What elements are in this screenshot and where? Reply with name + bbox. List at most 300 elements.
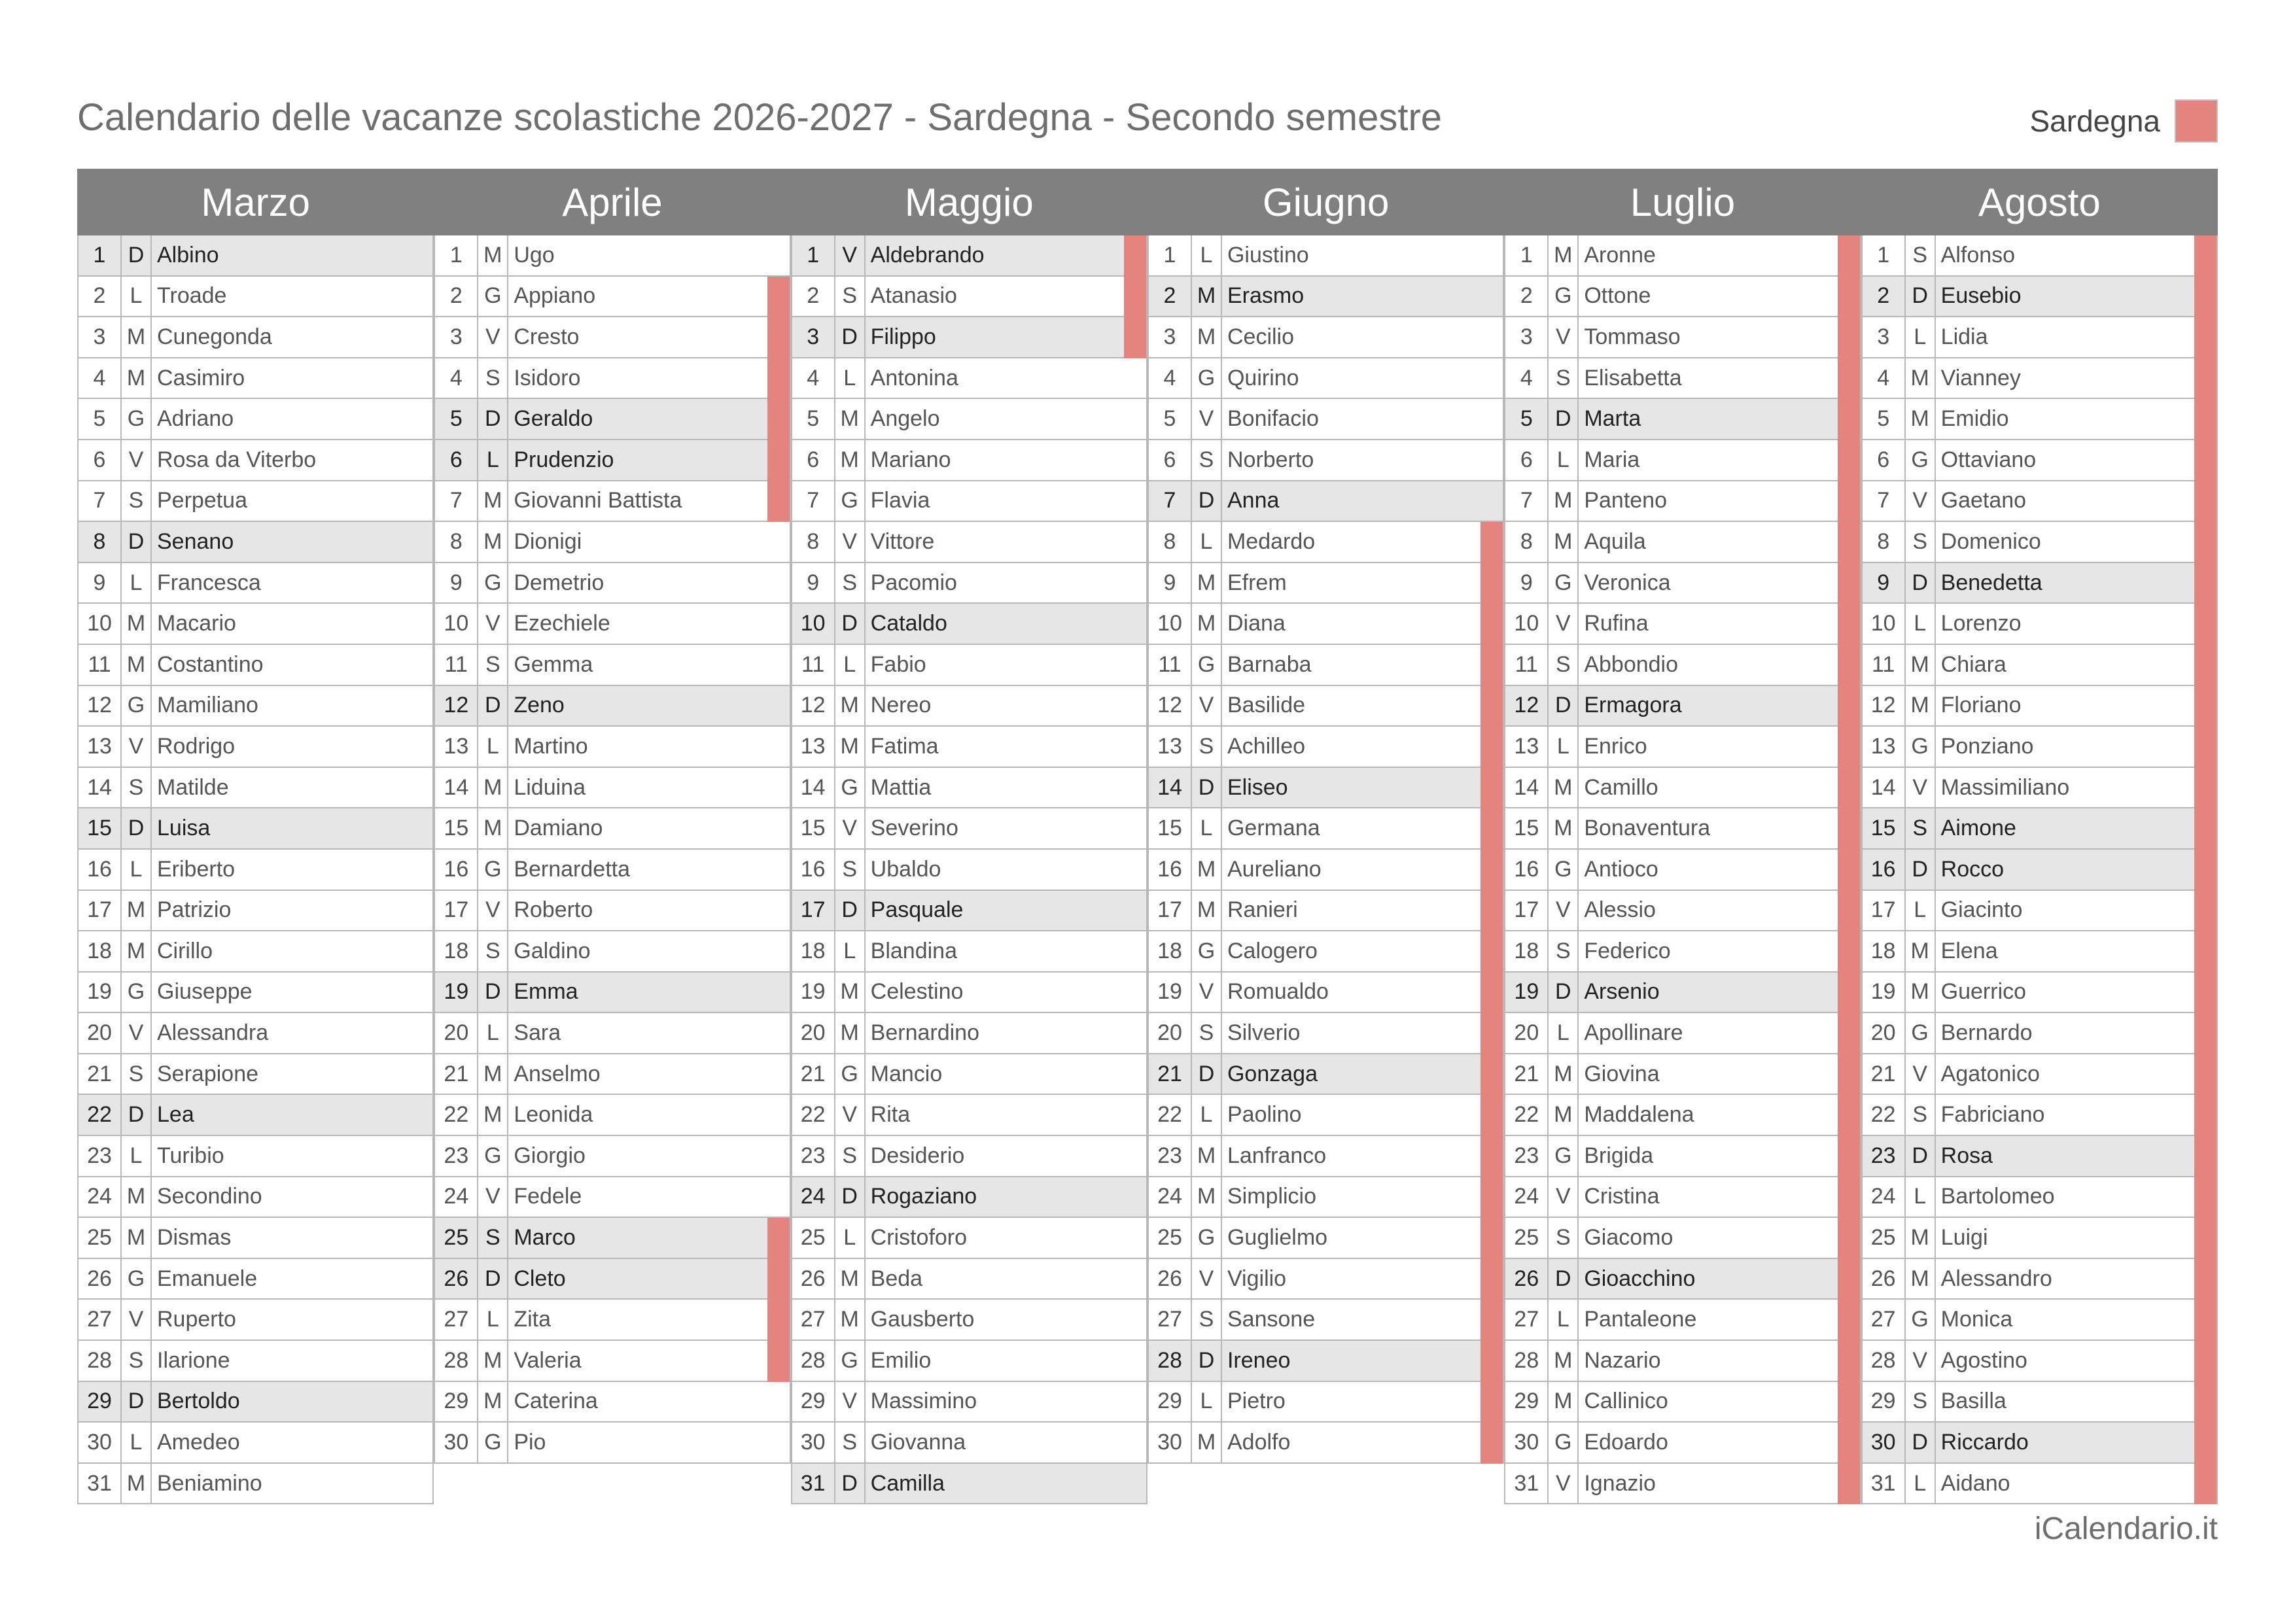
day-number: 23 [1863, 1136, 1906, 1176]
day-of-week: M [1906, 1259, 1936, 1299]
saint-name: Aimone [1940, 816, 2016, 841]
day-number: 26 [1149, 1259, 1192, 1299]
day-of-week: D [835, 1464, 866, 1504]
saint-name: Eliseo [1227, 774, 1288, 800]
day-number: 6 [435, 440, 478, 480]
month-header: Agosto [1861, 169, 2218, 235]
day-number: 17 [435, 891, 478, 931]
day-of-week: S [478, 358, 508, 398]
day-number: 14 [1505, 768, 1549, 808]
day-row [1505, 1177, 1861, 1218]
saint-name: Giovina [1584, 1061, 1660, 1086]
day-of-week: M [1549, 808, 1579, 848]
saint-name: Ilarione [157, 1347, 230, 1373]
saint-name: Marta [1584, 406, 1641, 432]
day-row [792, 563, 1148, 604]
day-number: 11 [792, 645, 835, 685]
day-row [1149, 891, 1504, 932]
day-number: 9 [79, 563, 122, 603]
day-row [1505, 1013, 1861, 1054]
day-row [1505, 1259, 1861, 1300]
day-number: 10 [792, 604, 835, 644]
saint-name: Silverio [1227, 1020, 1301, 1046]
saint-name: Matilde [157, 774, 229, 800]
saint-name: Emanuele [157, 1266, 258, 1291]
day-number: 22 [792, 1095, 835, 1135]
day-number: 24 [1863, 1177, 1906, 1217]
day-number: 25 [1505, 1218, 1549, 1258]
day-row [792, 399, 1148, 440]
day-number: 27 [1505, 1300, 1549, 1339]
day-number: 6 [79, 440, 122, 480]
day-row [435, 891, 790, 932]
day-row [792, 768, 1148, 809]
saint-name: Damiano [514, 816, 603, 841]
saint-name: Prudenzio [514, 447, 614, 472]
day-number: 4 [1863, 358, 1906, 398]
day-number: 6 [792, 440, 835, 480]
day-number: 20 [435, 1013, 478, 1053]
day-of-week: G [122, 1259, 152, 1299]
saint-name: Luigi [1940, 1225, 1988, 1251]
day-of-week: V [122, 440, 152, 480]
day-number: 11 [1863, 645, 1906, 685]
day-row [79, 931, 434, 973]
saint-name: Cirillo [157, 938, 213, 963]
saint-name: Aidano [1940, 1470, 2010, 1496]
day-row [792, 440, 1148, 481]
month-marzo [77, 169, 434, 1504]
day-of-week: V [1192, 973, 1222, 1012]
day-number: 19 [1505, 973, 1549, 1012]
day-row [1149, 1382, 1504, 1423]
day-number: 31 [792, 1464, 835, 1504]
day-number: 19 [435, 973, 478, 1012]
day-of-week: G [1549, 1136, 1579, 1176]
day-row [79, 1464, 434, 1505]
day-row [79, 686, 434, 727]
saint-name: Basilla [1940, 1389, 2006, 1414]
saint-name: Rita [870, 1102, 911, 1128]
saint-name: Senano [157, 528, 234, 554]
day-of-week: M [1192, 850, 1222, 890]
day-number: 2 [79, 277, 122, 317]
day-row [79, 317, 434, 358]
day-of-week: D [1549, 1259, 1579, 1299]
day-number: 6 [1149, 440, 1192, 480]
day-number: 22 [1149, 1095, 1192, 1135]
day-number: 16 [1505, 850, 1549, 890]
day-number: 17 [792, 891, 835, 931]
day-row [1149, 727, 1504, 768]
day-number: 5 [1863, 399, 1906, 439]
month-header: Aprile [434, 169, 790, 235]
day-of-week: L [835, 358, 866, 398]
day-row [1149, 1177, 1504, 1218]
day-number: 27 [792, 1300, 835, 1339]
day-row [792, 1382, 1148, 1423]
day-row [79, 277, 434, 318]
day-of-week: G [1906, 1300, 1936, 1339]
day-number: 29 [792, 1382, 835, 1422]
day-number: 12 [1505, 686, 1549, 726]
day-of-week: V [1549, 1464, 1579, 1504]
day-row [79, 973, 434, 1014]
day-of-week: M [1906, 1218, 1936, 1258]
saint-name: Maddalena [1584, 1102, 1694, 1128]
saint-name: Costantino [157, 651, 264, 677]
day-of-week: L [1192, 1095, 1222, 1135]
day-of-week: G [835, 481, 866, 521]
day-number: 9 [435, 563, 478, 603]
day-number: 29 [79, 1382, 122, 1422]
saint-name: Panteno [1584, 488, 1667, 513]
day-number: 15 [1149, 808, 1192, 848]
day-row [435, 768, 790, 809]
day-row [792, 1177, 1148, 1218]
saint-name: Ireneo [1227, 1347, 1291, 1373]
saint-name: Giustino [1227, 242, 1309, 268]
day-row [1505, 808, 1861, 850]
day-row [435, 1382, 790, 1423]
day-row [1505, 891, 1861, 932]
day-row [435, 522, 790, 563]
day-number: 13 [1505, 727, 1549, 767]
saint-name: Zeno [514, 693, 565, 718]
day-number: 8 [79, 522, 122, 562]
day-of-week: G [1906, 727, 1936, 767]
day-row [435, 1300, 790, 1341]
day-of-week: V [835, 522, 866, 562]
saint-name: Leonida [514, 1102, 593, 1128]
day-row [1149, 1013, 1504, 1054]
saint-name: Sara [514, 1020, 561, 1046]
saint-name: Elena [1940, 938, 1998, 963]
day-row [1505, 399, 1861, 440]
saint-name: Giacinto [1940, 897, 2023, 923]
day-row [1863, 1218, 2218, 1259]
day-row [1863, 1464, 2218, 1505]
day-number: 29 [1149, 1382, 1192, 1422]
day-of-week: G [478, 1423, 508, 1462]
day-row [435, 1423, 790, 1464]
day-of-week: M [1906, 973, 1936, 1012]
saint-name: Cecilio [1227, 324, 1295, 349]
day-number: 20 [792, 1013, 835, 1053]
day-of-week: M [1192, 1423, 1222, 1462]
day-number: 5 [1505, 399, 1549, 439]
day-row [79, 563, 434, 604]
day-number: 4 [79, 358, 122, 398]
day-of-week: S [478, 645, 508, 685]
saint-name: Antioco [1584, 856, 1658, 882]
day-number: 4 [792, 358, 835, 398]
month-agosto [1861, 169, 2218, 1504]
day-number: 22 [435, 1095, 478, 1135]
saint-name: Pantaleone [1584, 1307, 1697, 1332]
saint-name: Paolino [1227, 1102, 1302, 1128]
day-of-week: V [1549, 891, 1579, 931]
day-number: 5 [792, 399, 835, 439]
day-number: 21 [79, 1054, 122, 1094]
day-number: 1 [1863, 235, 1906, 275]
day-row [79, 1259, 434, 1300]
saint-name: Serapione [157, 1061, 259, 1086]
day-of-week: G [1549, 850, 1579, 890]
day-number: 10 [435, 604, 478, 644]
saint-name: Gausberto [870, 1307, 975, 1332]
day-row [1149, 850, 1504, 891]
saint-name: Bernardino [870, 1020, 979, 1046]
saint-name: Dionigi [514, 528, 582, 554]
day-of-week: V [835, 1382, 866, 1422]
day-row [1149, 1259, 1504, 1300]
day-number: 20 [1149, 1013, 1192, 1053]
day-of-week: M [1549, 1054, 1579, 1094]
saint-name: Ottone [1584, 283, 1651, 309]
day-of-week: G [1192, 358, 1222, 398]
day-of-week: S [1549, 358, 1579, 398]
day-of-week: V [478, 891, 508, 931]
day-of-week: L [1549, 1300, 1579, 1339]
saint-name: Erasmo [1227, 283, 1305, 309]
day-number: 13 [435, 727, 478, 767]
day-number: 28 [1863, 1341, 1906, 1381]
day-row [1149, 1095, 1504, 1136]
day-row [792, 645, 1148, 686]
day-row [435, 931, 790, 973]
day-of-week: V [835, 808, 866, 848]
day-row [1505, 235, 1861, 277]
saint-name: Quirino [1227, 365, 1299, 390]
day-number: 21 [1863, 1054, 1906, 1094]
day-row [1149, 399, 1504, 440]
day-of-week: L [122, 563, 152, 603]
day-of-week: M [478, 1382, 508, 1422]
day-of-week: M [478, 522, 508, 562]
saint-name: Lidia [1940, 324, 1988, 349]
day-of-week: M [1192, 1136, 1222, 1176]
day-of-week: D [835, 1177, 866, 1217]
day-of-week: L [478, 1013, 508, 1053]
day-row [435, 850, 790, 891]
day-number: 5 [435, 399, 478, 439]
day-number: 30 [792, 1423, 835, 1462]
month-aprile [434, 169, 790, 1504]
day-row [435, 604, 790, 645]
day-row [1863, 1177, 2218, 1218]
day-of-week: M [1192, 563, 1222, 603]
day-row [1149, 317, 1504, 358]
saint-name: Aldebrando [870, 242, 985, 268]
saint-name: Domenico [1940, 528, 2041, 554]
saint-name: Benedetta [1940, 570, 2042, 595]
day-row [1863, 358, 2218, 400]
day-of-week: L [835, 931, 866, 971]
saint-name: Barnaba [1227, 651, 1312, 677]
day-row [435, 235, 790, 277]
day-number: 8 [435, 522, 478, 562]
saint-name: Turibio [157, 1143, 224, 1168]
day-row [1863, 1382, 2218, 1423]
day-number: 8 [792, 522, 835, 562]
day-number: 15 [79, 808, 122, 848]
day-of-week: M [1192, 277, 1222, 317]
saint-name: Anna [1227, 488, 1280, 513]
day-row [1505, 1423, 1861, 1464]
day-number: 28 [792, 1341, 835, 1381]
day-of-week: D [122, 808, 152, 848]
day-of-week: M [122, 1177, 152, 1217]
saint-name: Nazario [1584, 1347, 1661, 1373]
day-row [792, 481, 1148, 523]
saint-name: Adriano [157, 406, 234, 432]
day-number: 29 [1863, 1382, 1906, 1422]
day-of-week: G [835, 1341, 866, 1381]
day-row [79, 358, 434, 400]
saint-name: Caterina [514, 1389, 598, 1414]
saint-name: Abbondio [1584, 651, 1679, 677]
day-of-week: M [122, 891, 152, 931]
day-of-week: M [1549, 481, 1579, 521]
day-of-week: M [122, 1464, 152, 1504]
day-of-week: G [1192, 645, 1222, 685]
day-number: 31 [1863, 1464, 1906, 1504]
day-row [435, 1136, 790, 1177]
day-number: 17 [1863, 891, 1906, 931]
saint-name: Ermagora [1584, 693, 1682, 718]
day-row [1149, 1054, 1504, 1096]
day-list [77, 235, 434, 1504]
month-header: Marzo [77, 169, 434, 235]
day-of-week: D [1906, 277, 1936, 317]
saint-name: Appiano [514, 283, 596, 309]
day-row [792, 522, 1148, 563]
day-number: 1 [1505, 235, 1549, 275]
day-number: 27 [1863, 1300, 1906, 1339]
saint-name: Aronne [1584, 242, 1656, 268]
saint-name: Perpetua [157, 488, 247, 513]
day-of-week: G [122, 973, 152, 1012]
day-list [1504, 235, 1861, 1504]
day-row [1505, 1382, 1861, 1423]
day-row [435, 645, 790, 686]
day-number: 28 [79, 1341, 122, 1381]
saint-name: Gemma [514, 651, 593, 677]
day-row [1863, 768, 2218, 809]
day-row [79, 891, 434, 932]
day-of-week: G [1549, 1423, 1579, 1462]
day-row [1505, 1095, 1861, 1136]
day-number: 27 [1149, 1300, 1192, 1339]
day-of-week: S [835, 563, 866, 603]
day-row [1505, 277, 1861, 318]
day-row [1149, 686, 1504, 727]
day-of-week: G [478, 1136, 508, 1176]
day-row [792, 1054, 1148, 1096]
day-row [792, 1136, 1148, 1177]
day-of-week: M [122, 358, 152, 398]
day-number: 25 [1863, 1218, 1906, 1258]
day-number: 30 [1149, 1423, 1192, 1462]
day-number: 22 [1505, 1095, 1549, 1135]
saint-name: Massimiliano [1940, 774, 2070, 800]
day-row [79, 481, 434, 523]
day-of-week: S [1192, 1013, 1222, 1053]
day-of-week: G [1549, 277, 1579, 317]
day-row [1505, 1341, 1861, 1382]
saint-name: Camilla [870, 1470, 945, 1496]
day-of-week: L [835, 1218, 866, 1258]
day-row [792, 358, 1148, 400]
day-of-week: M [835, 727, 866, 767]
month-header: Giugno [1148, 169, 1504, 235]
day-row [1863, 1300, 2218, 1341]
day-number: 4 [435, 358, 478, 398]
day-number: 7 [1149, 481, 1192, 521]
day-row [435, 399, 790, 440]
day-number: 9 [792, 563, 835, 603]
day-row [79, 1177, 434, 1218]
day-of-week: M [1906, 399, 1936, 439]
day-number: 8 [1505, 522, 1549, 562]
saint-name: Giuseppe [157, 979, 253, 1005]
day-row [435, 973, 790, 1014]
saint-name: Roberto [514, 897, 593, 923]
day-number: 6 [1505, 440, 1549, 480]
day-row [435, 686, 790, 727]
day-of-week: V [478, 604, 508, 644]
day-number: 7 [435, 481, 478, 521]
day-row [1505, 481, 1861, 523]
day-row [1149, 522, 1504, 563]
day-number: 16 [435, 850, 478, 890]
day-number: 14 [1863, 768, 1906, 808]
day-of-week: G [478, 563, 508, 603]
day-row [1505, 645, 1861, 686]
day-row [792, 1013, 1148, 1054]
day-number: 11 [435, 645, 478, 685]
saint-name: Mariano [870, 447, 951, 472]
day-number: 18 [435, 931, 478, 971]
day-number: 20 [1505, 1013, 1549, 1053]
saint-name: Adolfo [1227, 1430, 1291, 1455]
day-of-week: V [478, 1177, 508, 1217]
day-row [792, 1218, 1148, 1259]
legend-label: Sardegna [2029, 104, 2160, 138]
day-number: 28 [435, 1341, 478, 1381]
saint-name: Emma [514, 979, 578, 1005]
saint-name: Francesca [157, 570, 261, 595]
day-of-week: M [478, 235, 508, 275]
day-row [79, 1095, 434, 1136]
day-of-week: G [1906, 440, 1936, 480]
day-row [1863, 1341, 2218, 1382]
day-number: 30 [1505, 1423, 1549, 1462]
day-of-week: D [478, 1259, 508, 1299]
saint-name: Gonzaga [1227, 1061, 1318, 1086]
day-number: 15 [1505, 808, 1549, 848]
saint-name: Bernardo [1940, 1020, 2033, 1046]
day-of-week: D [1192, 1341, 1222, 1381]
saint-name: Bartolomeo [1940, 1184, 2055, 1209]
saint-name: Bonifacio [1227, 406, 1319, 432]
day-number: 18 [1149, 931, 1192, 971]
day-of-week: D [122, 1382, 152, 1422]
saint-name: Isidoro [514, 365, 581, 390]
day-row [79, 1300, 434, 1341]
day-of-week: S [1192, 1300, 1222, 1339]
